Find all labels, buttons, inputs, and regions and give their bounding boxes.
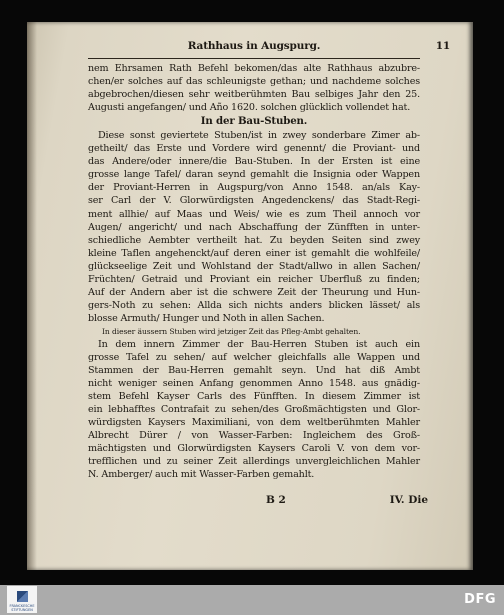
text-line: Diese sonst geviertete Stuben/ist in zwey sonderbare Zimer ab- (98, 130, 420, 142)
text-line: das Andere/oder innere/die Bau-Stuben. In der Ersten ist eine (88, 156, 420, 168)
gutter-shadow (27, 22, 37, 570)
text-line: blosse Armuth/ Hunger und Noth in allen Sachen. (88, 312, 325, 324)
page-number: 11 (435, 40, 450, 52)
text-line: trefflichen und zu seiner Zeit allerdings unvergleichlichen Mahler (88, 456, 420, 468)
text-line: Augen/ angericht/ und nach Abschaffung der Zünfften in unter- (88, 221, 420, 233)
text-line: gers-Noth zu sehen: Allda sich nichts anders blicken lässet/ als (88, 299, 420, 311)
text-line: grosse lange Tafel/ daran seynd gemahlt die Insignia oder Wappen (88, 169, 420, 181)
viewer-footer-bar (0, 585, 504, 615)
text-line: Auf der Andern aber ist die schwere Zeit der Theurung und Hun- (88, 286, 420, 298)
paragraph-c (88, 338, 420, 482)
signature-mark: B 2 (266, 494, 286, 506)
section-heading: In der Bau-Stuben. (200, 115, 308, 128)
text-line: nem Ehrsamen Rath Befehl bekomen/das alte Rathhaus abzubre- (88, 63, 420, 74)
marginal-note: In dieser äussern Stuben wird jetziger Zeit das Pfleg-Ambt gehalten. (102, 326, 361, 336)
text-line: schiedliche Aembter vertheilt hat. Zu beyden Seiten sind zwey (88, 234, 420, 246)
text-line: kleine Taflen angehenckt/auf deren einer ist gemahlt die wohlfeile/ (88, 247, 420, 259)
text-line: mächtigsten und Glorwürdigsten Kaysers Caroli V. von dem vor- (88, 443, 420, 455)
text-line: chen/er solches auf das schleunigste gethan; und nachdeme solches (88, 76, 420, 88)
page-footer (88, 494, 428, 508)
text-line: N. Amberger/ auch mit Wasser-Farben gemahlt. (88, 469, 315, 481)
text-line: ein lebhafftes Contrafait zu sehen/des Großmächtigsten und Glor- (88, 404, 420, 416)
text-line: getheilt/ das Erste und Vordere wird genennt/ die Proviant- und (88, 143, 420, 155)
catchword: IV. Die (389, 494, 428, 506)
text-line: Stammen der Bau-Herren gemahlt seyn. Und hat diß Ambt (88, 365, 420, 377)
institution-logo[interactable] (7, 586, 37, 613)
text-line: ser Carl der V. Glorwürdigsten Angedenckens/ das Stadt-Regi- (88, 195, 420, 207)
text-line: grosse Tafel zu sehen/ auf welcher gleichfalls alle Wappen und (88, 352, 420, 364)
text-line: In dem innern Zimmer der Bau-Herren Stuben ist auch ein (98, 338, 420, 350)
text-line: der Proviant-Herren in Augspurg/von Anno 1548. an/als Kay- (88, 182, 420, 194)
text-line: abgebrochen/diesen sehr weitberühmten Bau selbiges Jahr den 25. (88, 89, 420, 101)
dfg-logo[interactable]: DFG (464, 592, 496, 607)
institution-logo-text: FRANCKESCHE STIFTUNGEN (9, 604, 35, 612)
page-text (88, 40, 450, 482)
text-line: würdigsten Kaysers Maximiliani, von dem weltberühmten Mahler (88, 417, 420, 429)
running-head (88, 40, 450, 58)
text-line: ment allhie/ auf Maas und Weis/ wie es zum Theil annoch vor (88, 208, 420, 220)
text-line: Früchten/ Getraid und Proviant ein reicher Uberfluß zu finden; (88, 273, 420, 285)
text-line: nicht weniger seinen Anfang genommen Anno 1548. aus gnädig- (88, 378, 420, 390)
running-title: Rathhaus in Augspurg. (187, 40, 321, 52)
text-line: glückseelige Zeit und Wohlstand der Stadt/allwo in allen Sachen/ (88, 260, 420, 272)
head-rule (88, 58, 420, 59)
text-line: Albrecht Dürer / von Wasser-Farben: Ingleichem des Groß- (88, 430, 420, 442)
paragraph-a (88, 62, 420, 114)
text-line: Augusti angefangen/ und Año 1620. solchen glücklich vollendet hat. (88, 102, 411, 114)
logo-mark-icon (17, 591, 28, 602)
text-line: stem Befehl Kayser Carls des Fünfften. In diesem Zimmer ist (88, 391, 420, 403)
paragraph-b (88, 129, 420, 325)
